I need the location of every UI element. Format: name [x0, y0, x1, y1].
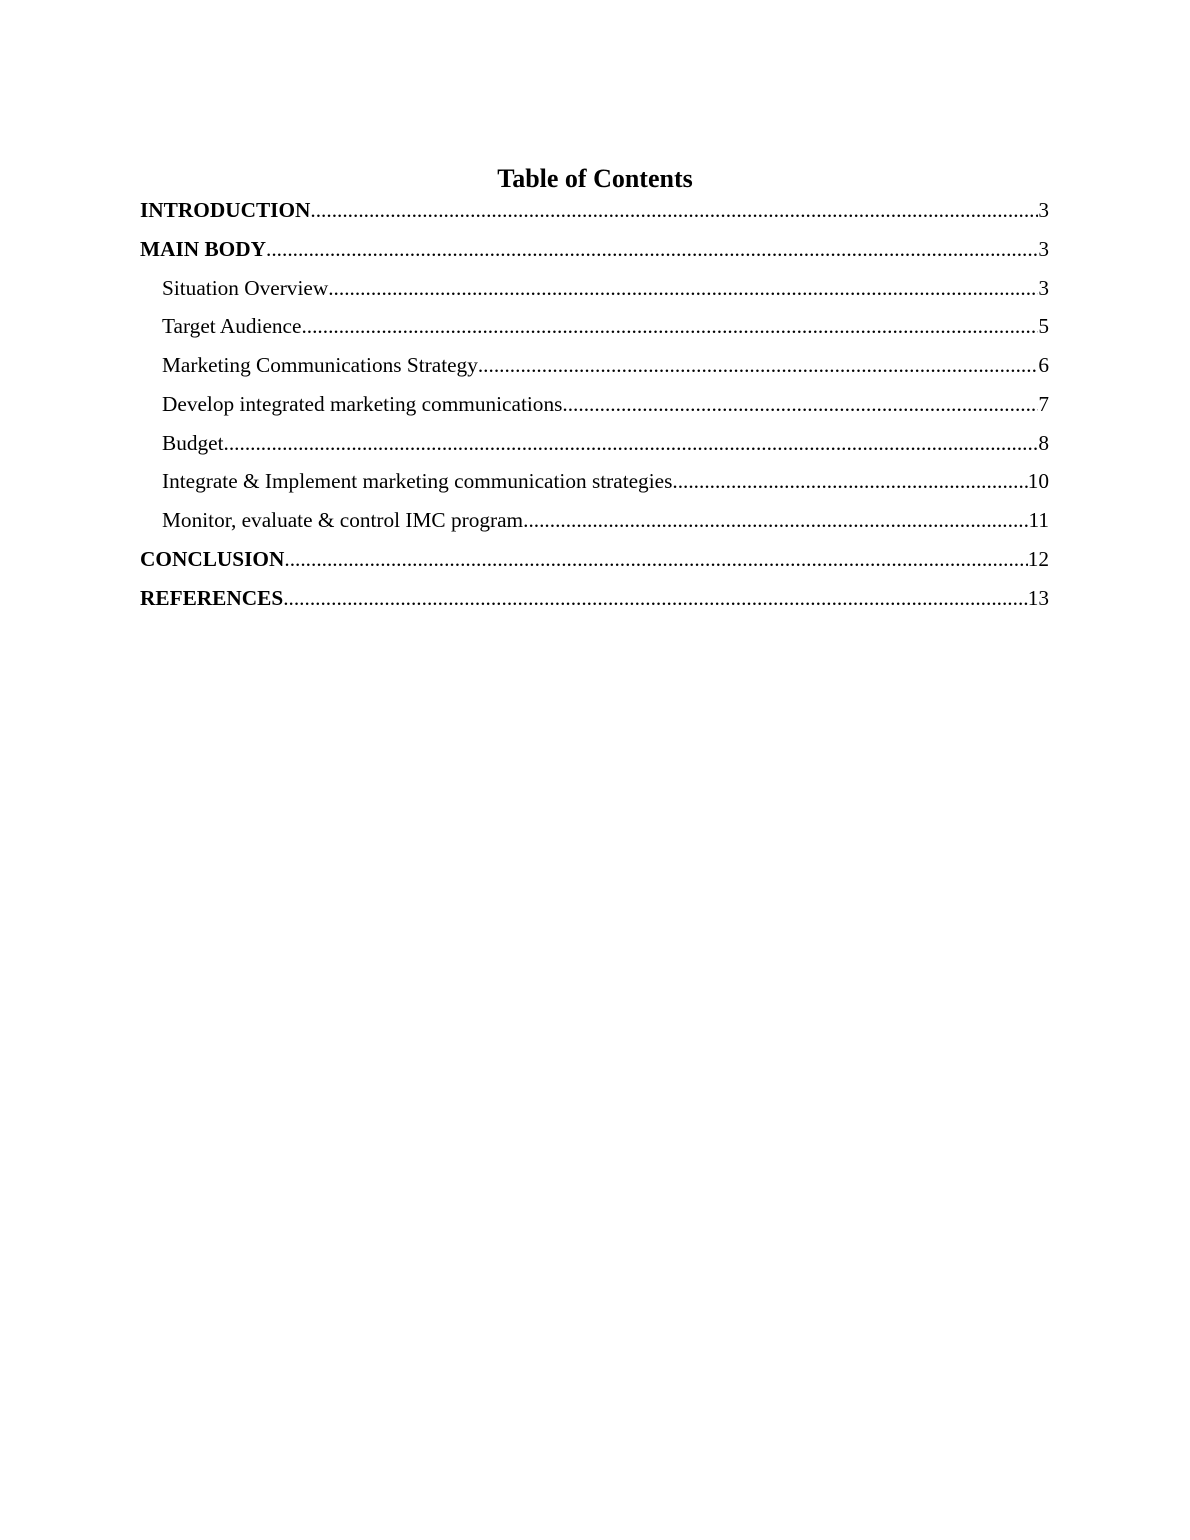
- toc-dot-leader: [523, 505, 1028, 535]
- toc-entry-introduction[interactable]: [140, 195, 1049, 234]
- toc-entry-label: REFERENCES: [140, 585, 284, 610]
- toc-entry-label: Situation Overview: [162, 275, 329, 300]
- toc-entry-label: CONCLUSION: [140, 546, 285, 571]
- toc-entry-label: MAIN BODY: [140, 236, 267, 261]
- toc-page-number: 3: [1038, 198, 1049, 222]
- toc-dot-leader: [284, 544, 1027, 574]
- toc-page-number: 10: [1027, 469, 1049, 494]
- toc-dot-leader: [562, 389, 1038, 419]
- toc-entry-budget[interactable]: [140, 428, 1049, 467]
- toc-page-number: 3: [1038, 275, 1049, 300]
- toc-page-number: 8: [1038, 430, 1049, 455]
- toc-dot-leader: [310, 195, 1038, 225]
- toc-page-number: 7: [1038, 391, 1049, 416]
- toc-entry-label: Marketing Communications Strategy: [162, 353, 478, 377]
- toc-entry-label: Target Audience: [162, 314, 302, 339]
- toc-title: Table of Contents: [497, 164, 693, 193]
- toc-page-number: 6: [1038, 353, 1049, 377]
- toc-page-number: 3: [1038, 236, 1049, 261]
- toc-entry-situation-overview[interactable]: [140, 273, 1049, 312]
- toc-dot-leader: [266, 234, 1038, 264]
- toc-page-number: 11: [1028, 508, 1049, 532]
- toc-entry-label: Budget: [162, 430, 224, 455]
- toc-dot-leader: [328, 273, 1038, 303]
- toc-page-number: 5: [1038, 314, 1049, 339]
- toc-entry-marketing-communications-strategy[interactable]: [140, 350, 1049, 389]
- toc-page-number: 12: [1027, 546, 1049, 571]
- toc-dot-leader: [283, 583, 1028, 613]
- toc-dot-leader: [478, 350, 1038, 380]
- toc-dot-leader: [224, 428, 1039, 458]
- toc-entry-label: INTRODUCTION: [140, 198, 311, 222]
- toc-dot-leader: [672, 466, 1027, 496]
- toc-entry-main-body[interactable]: [140, 234, 1049, 273]
- toc-entry-develop-imc[interactable]: [140, 389, 1049, 428]
- toc-entry-target-audience[interactable]: [140, 311, 1049, 350]
- toc-entry-monitor-evaluate[interactable]: [140, 505, 1049, 544]
- toc-entry-label: Integrate & Implement marketing communication strategies: [162, 469, 673, 494]
- toc-entry-references[interactable]: [140, 583, 1049, 622]
- toc-entry-label: Develop integrated marketing communications: [162, 391, 563, 416]
- toc-list: [140, 195, 1049, 621]
- toc-entry-label: Monitor, evaluate & control IMC program: [162, 508, 524, 532]
- toc-entry-conclusion[interactable]: [140, 544, 1049, 583]
- toc-dot-leader: [301, 311, 1038, 341]
- toc-page-number: 13: [1027, 585, 1049, 610]
- toc-entry-integrate-implement[interactable]: [140, 466, 1049, 505]
